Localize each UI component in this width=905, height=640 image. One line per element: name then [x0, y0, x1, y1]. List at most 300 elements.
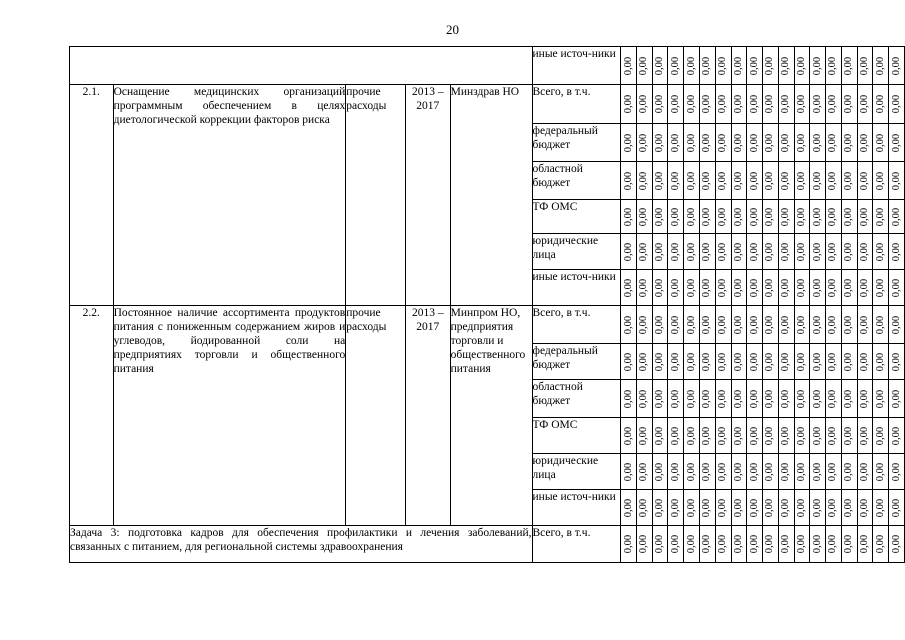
value-cell	[668, 85, 684, 124]
value-cell	[889, 234, 905, 270]
value-cell	[763, 454, 779, 490]
value-cell	[652, 418, 668, 454]
source-label: юридические лица	[532, 454, 621, 490]
value-text: 0,00	[701, 133, 713, 152]
value-text: 0,00	[859, 133, 871, 152]
value-cell	[857, 526, 873, 563]
value-cell	[778, 162, 794, 200]
value-text: 0,00	[859, 242, 871, 261]
value-text: 0,00	[859, 94, 871, 114]
value-text: 0,00	[890, 133, 902, 152]
measure-name: Оснащение медицинских организаций программным обеспечением в целях диетологической коррекции факторов риска	[113, 85, 346, 306]
value-cell	[747, 490, 763, 526]
value-text: 0,00	[638, 242, 650, 261]
value-cell	[841, 454, 857, 490]
value-cell	[731, 162, 747, 200]
value-cell	[778, 344, 794, 380]
value-cell	[668, 380, 684, 418]
value-cell	[715, 344, 731, 380]
value-cell	[699, 234, 715, 270]
value-text: 0,00	[811, 171, 823, 190]
value-text: 0,00	[843, 242, 855, 261]
value-text: 0,00	[638, 278, 650, 297]
value-text: 0,00	[890, 498, 902, 517]
value-text: 0,00	[685, 94, 697, 114]
value-text: 0,00	[780, 426, 792, 445]
value-cell	[857, 124, 873, 162]
value-text: 0,00	[654, 426, 666, 445]
value-text: 0,00	[780, 133, 792, 152]
value-cell	[621, 526, 637, 563]
value-cell	[826, 306, 842, 344]
value-cell	[810, 454, 826, 490]
value-text: 0,00	[843, 352, 855, 371]
value-text: 0,00	[795, 498, 807, 517]
value-text: 0,00	[748, 242, 760, 261]
value-cell	[652, 526, 668, 563]
value-text: 0,00	[732, 207, 744, 226]
value-text: 0,00	[638, 462, 650, 481]
value-text: 0,00	[859, 315, 871, 334]
value-text: 0,00	[890, 426, 902, 445]
value-text: 0,00	[654, 171, 666, 190]
value-text: 0,00	[874, 315, 886, 334]
value-text: 0,00	[622, 315, 634, 334]
value-text: 0,00	[638, 315, 650, 334]
value-cell	[778, 124, 794, 162]
value-cell	[621, 270, 637, 306]
value-cell	[668, 47, 684, 85]
value-cell	[621, 490, 637, 526]
value-text: 0,00	[654, 315, 666, 334]
value-text: 0,00	[811, 389, 823, 408]
value-cell	[778, 47, 794, 85]
value-cell	[857, 270, 873, 306]
value-cell	[763, 418, 779, 454]
value-text: 0,00	[717, 207, 729, 226]
value-text: 0,00	[827, 534, 839, 554]
value-text: 0,00	[811, 278, 823, 297]
value-cell	[810, 526, 826, 563]
value-text: 0,00	[748, 94, 760, 114]
value-text: 0,00	[764, 133, 776, 152]
value-text: 0,00	[764, 389, 776, 408]
value-cell	[652, 454, 668, 490]
value-text: 0,00	[685, 207, 697, 226]
value-text: 0,00	[638, 207, 650, 226]
value-cell	[652, 270, 668, 306]
value-cell	[794, 454, 810, 490]
value-text: 0,00	[622, 462, 634, 481]
value-text: 0,00	[780, 278, 792, 297]
value-cell	[636, 47, 652, 85]
value-text: 0,00	[795, 56, 807, 75]
value-cell	[873, 85, 889, 124]
value-cell	[699, 85, 715, 124]
value-text: 0,00	[780, 56, 792, 75]
value-cell	[810, 380, 826, 418]
value-cell	[873, 306, 889, 344]
value-cell	[841, 418, 857, 454]
value-cell	[763, 47, 779, 85]
value-cell	[763, 124, 779, 162]
value-cell	[636, 418, 652, 454]
value-text: 0,00	[795, 133, 807, 152]
value-cell	[684, 85, 700, 124]
value-cell	[652, 490, 668, 526]
value-cell	[715, 85, 731, 124]
value-text: 0,00	[732, 94, 744, 114]
value-cell	[731, 85, 747, 124]
value-text: 0,00	[843, 171, 855, 190]
value-text: 0,00	[890, 207, 902, 226]
value-text: 0,00	[859, 462, 871, 481]
value-text: 0,00	[827, 315, 839, 334]
value-cell	[889, 490, 905, 526]
value-text: 0,00	[654, 94, 666, 114]
value-text: 0,00	[717, 94, 729, 114]
value-text: 0,00	[795, 207, 807, 226]
value-text: 0,00	[638, 498, 650, 517]
value-cell	[715, 200, 731, 234]
value-cell	[826, 418, 842, 454]
value-cell	[794, 162, 810, 200]
value-cell	[747, 526, 763, 563]
value-text: 0,00	[748, 389, 760, 408]
value-text: 0,00	[685, 534, 697, 554]
value-cell	[778, 234, 794, 270]
value-text: 0,00	[701, 426, 713, 445]
value-cell	[652, 380, 668, 418]
value-text: 0,00	[890, 389, 902, 408]
value-cell	[810, 234, 826, 270]
source-label: областной бюджет	[532, 380, 621, 418]
value-cell	[778, 200, 794, 234]
value-cell	[889, 454, 905, 490]
value-cell	[857, 85, 873, 124]
value-cell	[763, 270, 779, 306]
value-text: 0,00	[795, 242, 807, 261]
value-text: 0,00	[654, 498, 666, 517]
value-cell	[826, 162, 842, 200]
item-number: 2.2.	[70, 306, 114, 526]
value-cell	[652, 306, 668, 344]
value-cell	[699, 270, 715, 306]
value-text: 0,00	[811, 207, 823, 226]
value-cell	[699, 454, 715, 490]
value-text: 0,00	[780, 94, 792, 114]
value-cell	[747, 454, 763, 490]
value-text: 0,00	[890, 94, 902, 114]
value-cell	[731, 526, 747, 563]
value-text: 0,00	[685, 133, 697, 152]
value-cell	[621, 418, 637, 454]
value-cell	[652, 124, 668, 162]
value-cell	[794, 85, 810, 124]
value-text: 0,00	[669, 171, 681, 190]
value-cell	[636, 270, 652, 306]
value-text: 0,00	[654, 389, 666, 408]
value-cell	[636, 234, 652, 270]
value-cell	[873, 124, 889, 162]
value-cell	[889, 526, 905, 563]
value-text: 0,00	[795, 426, 807, 445]
value-cell	[715, 418, 731, 454]
value-text: 0,00	[795, 352, 807, 371]
value-cell	[841, 306, 857, 344]
value-cell	[857, 454, 873, 490]
value-text: 0,00	[827, 133, 839, 152]
source-label: иные источ-ники	[532, 270, 621, 306]
value-cell	[810, 200, 826, 234]
value-text: 0,00	[732, 352, 744, 371]
value-cell	[699, 47, 715, 85]
value-text: 0,00	[859, 56, 871, 75]
value-cell	[778, 85, 794, 124]
value-cell	[684, 234, 700, 270]
value-cell	[794, 234, 810, 270]
value-text: 0,00	[701, 207, 713, 226]
value-text: 0,00	[859, 389, 871, 408]
value-cell	[731, 200, 747, 234]
value-text: 0,00	[622, 171, 634, 190]
value-text: 0,00	[827, 278, 839, 297]
value-cell	[699, 418, 715, 454]
value-cell	[794, 526, 810, 563]
value-text: 0,00	[780, 389, 792, 408]
value-text: 0,00	[764, 278, 776, 297]
value-text: 0,00	[732, 426, 744, 445]
value-text: 0,00	[874, 133, 886, 152]
value-cell	[715, 270, 731, 306]
value-cell	[715, 162, 731, 200]
value-cell	[810, 306, 826, 344]
value-text: 0,00	[811, 133, 823, 152]
value-text: 0,00	[843, 94, 855, 114]
value-text: 0,00	[717, 315, 729, 334]
value-text: 0,00	[622, 242, 634, 261]
value-cell	[652, 85, 668, 124]
value-cell	[747, 85, 763, 124]
value-cell	[873, 454, 889, 490]
value-text: 0,00	[874, 207, 886, 226]
value-text: 0,00	[701, 242, 713, 261]
continuation-cell	[70, 47, 533, 85]
value-cell	[763, 306, 779, 344]
value-cell	[652, 234, 668, 270]
value-cell	[699, 306, 715, 344]
value-text: 0,00	[685, 498, 697, 517]
value-cell	[826, 124, 842, 162]
value-cell	[826, 344, 842, 380]
measure-name: Постоянное наличие ассортимента продуктов питания с пониженным содержанием жиров и углеводов, йодированной соли на предприятиях торговли и общественного питания	[113, 306, 346, 526]
value-text: 0,00	[669, 242, 681, 261]
value-text: 0,00	[732, 534, 744, 554]
value-text: 0,00	[669, 498, 681, 517]
value-cell	[684, 124, 700, 162]
value-cell	[668, 454, 684, 490]
value-text: 0,00	[638, 534, 650, 554]
value-cell	[841, 234, 857, 270]
value-cell	[857, 162, 873, 200]
value-text: 0,00	[780, 207, 792, 226]
source-label: ТФ ОМС	[532, 200, 621, 234]
value-cell	[668, 270, 684, 306]
value-text: 0,00	[622, 278, 634, 297]
value-cell	[699, 162, 715, 200]
value-cell	[621, 85, 637, 124]
value-text: 0,00	[669, 426, 681, 445]
value-cell	[621, 162, 637, 200]
implementation-years: 2013 – 2017	[405, 306, 450, 526]
value-text: 0,00	[795, 315, 807, 334]
value-text: 0,00	[685, 352, 697, 371]
value-cell	[715, 380, 731, 418]
value-cell	[684, 380, 700, 418]
value-text: 0,00	[622, 352, 634, 371]
value-text: 0,00	[811, 94, 823, 114]
value-text: 0,00	[622, 207, 634, 226]
value-text: 0,00	[717, 534, 729, 554]
value-cell	[841, 47, 857, 85]
value-text: 0,00	[827, 56, 839, 75]
value-cell	[715, 454, 731, 490]
value-text: 0,00	[654, 534, 666, 554]
value-text: 0,00	[654, 462, 666, 481]
value-cell	[668, 306, 684, 344]
value-cell	[621, 344, 637, 380]
value-cell	[841, 124, 857, 162]
source-label: Всего, в т.ч.	[532, 85, 621, 124]
value-cell	[684, 418, 700, 454]
value-cell	[731, 418, 747, 454]
value-cell	[731, 47, 747, 85]
value-cell	[778, 490, 794, 526]
value-cell	[763, 162, 779, 200]
value-cell	[699, 526, 715, 563]
source-label: областной бюджет	[532, 162, 621, 200]
value-cell	[621, 306, 637, 344]
value-text: 0,00	[748, 462, 760, 481]
value-text: 0,00	[685, 315, 697, 334]
value-cell	[621, 454, 637, 490]
value-text: 0,00	[890, 242, 902, 261]
value-text: 0,00	[827, 498, 839, 517]
value-text: 0,00	[859, 278, 871, 297]
value-text: 0,00	[717, 352, 729, 371]
value-cell	[841, 270, 857, 306]
value-text: 0,00	[654, 207, 666, 226]
value-cell	[873, 234, 889, 270]
value-cell	[621, 47, 637, 85]
budget-table	[69, 46, 905, 563]
source-label: иные источ-ники	[532, 47, 621, 85]
value-text: 0,00	[732, 56, 744, 75]
value-cell	[857, 490, 873, 526]
value-cell	[747, 418, 763, 454]
value-text: 0,00	[780, 462, 792, 481]
value-text: 0,00	[654, 242, 666, 261]
value-cell	[636, 124, 652, 162]
value-text: 0,00	[764, 498, 776, 517]
value-cell	[826, 85, 842, 124]
value-text: 0,00	[622, 498, 634, 517]
value-text: 0,00	[701, 462, 713, 481]
value-cell	[889, 162, 905, 200]
value-cell	[826, 47, 842, 85]
value-cell	[826, 380, 842, 418]
value-text: 0,00	[780, 498, 792, 517]
value-cell	[699, 124, 715, 162]
value-cell	[810, 418, 826, 454]
value-text: 0,00	[685, 278, 697, 297]
value-cell	[684, 344, 700, 380]
value-cell	[857, 234, 873, 270]
value-cell	[826, 490, 842, 526]
value-text: 0,00	[748, 171, 760, 190]
value-text: 0,00	[701, 534, 713, 554]
value-cell	[794, 124, 810, 162]
value-cell	[873, 380, 889, 418]
value-cell	[668, 418, 684, 454]
value-text: 0,00	[890, 315, 902, 334]
value-cell	[684, 200, 700, 234]
value-cell	[794, 270, 810, 306]
value-cell	[873, 200, 889, 234]
value-cell	[763, 344, 779, 380]
value-text: 0,00	[890, 534, 902, 554]
value-text: 0,00	[732, 462, 744, 481]
value-cell	[668, 344, 684, 380]
value-text: 0,00	[764, 534, 776, 554]
value-text: 0,00	[669, 534, 681, 554]
value-text: 0,00	[732, 133, 744, 152]
value-cell	[668, 162, 684, 200]
value-text: 0,00	[890, 352, 902, 371]
value-text: 0,00	[638, 352, 650, 371]
value-cell	[889, 270, 905, 306]
value-text: 0,00	[859, 171, 871, 190]
value-text: 0,00	[748, 278, 760, 297]
source-label: юридические лица	[532, 234, 621, 270]
value-cell	[794, 380, 810, 418]
value-text: 0,00	[874, 426, 886, 445]
source-label: Всего, в т.ч.	[532, 306, 621, 344]
value-cell	[715, 234, 731, 270]
value-cell	[731, 124, 747, 162]
value-text: 0,00	[717, 133, 729, 152]
value-text: 0,00	[764, 171, 776, 190]
value-text: 0,00	[717, 462, 729, 481]
value-text: 0,00	[811, 315, 823, 334]
value-cell	[841, 344, 857, 380]
value-cell	[652, 162, 668, 200]
value-text: 0,00	[638, 56, 650, 75]
value-cell	[731, 234, 747, 270]
value-text: 0,00	[859, 498, 871, 517]
value-text: 0,00	[811, 534, 823, 554]
value-text: 0,00	[780, 534, 792, 554]
value-text: 0,00	[701, 94, 713, 114]
value-text: 0,00	[748, 426, 760, 445]
value-cell	[636, 200, 652, 234]
value-cell	[684, 270, 700, 306]
value-text: 0,00	[780, 352, 792, 371]
value-text: 0,00	[748, 498, 760, 517]
value-cell	[841, 162, 857, 200]
value-cell	[873, 526, 889, 563]
value-cell	[873, 162, 889, 200]
